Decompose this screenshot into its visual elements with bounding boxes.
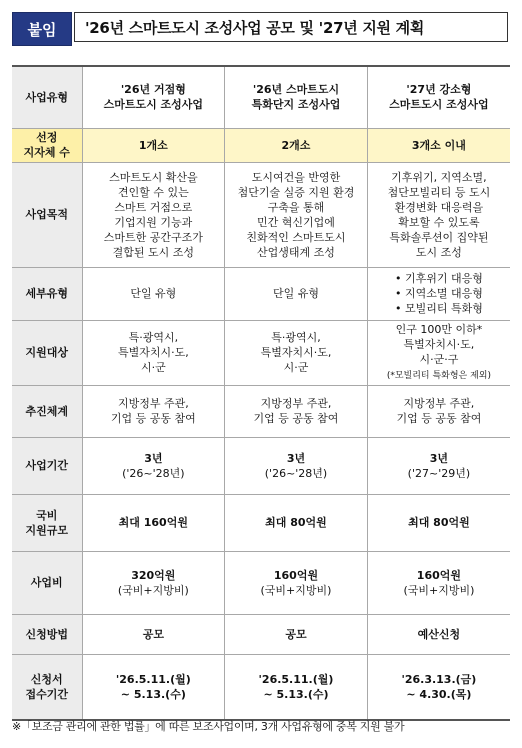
period-year: 3년 (144, 451, 163, 465)
cell-target-hub: 특·광역시, 특별자치시·도, 시·군 (82, 320, 225, 385)
table-row-purpose (12, 162, 510, 267)
subtype-list (395, 271, 483, 316)
period-range: ('27~'29년) (407, 466, 471, 480)
table-row-target (12, 320, 510, 385)
cell-deadline-small: '26.3.13.(금) ~ 4.30.(목) (367, 654, 510, 720)
cell-period-hub (82, 437, 225, 494)
row-header-method: 신청방법 (12, 614, 82, 654)
table-row-count (12, 128, 510, 162)
cell-support-special: 최대 80억원 (225, 494, 368, 551)
table-row-deadline (12, 654, 510, 720)
cell-type-hub: '26년 거점형 스마트도시 조성사업 (82, 66, 225, 128)
cell-purpose-special: 도시여건을 반영한 첨단기술 실증 지원 환경 구축을 통해 민간 혁신기업에 친화적인 스마트도시 산업생태계 조성 (225, 162, 368, 267)
cell-count-special: 2개소 (225, 128, 368, 162)
cell-type-special: '26년 스마트도시 특화단지 조성사업 (225, 66, 368, 128)
cell-period-special (225, 437, 368, 494)
cost-sub: (국비+지방비) (403, 583, 475, 597)
target-text: 인구 100만 이하* 특별자치시·도, 시·군·구 (395, 322, 483, 366)
row-header-period: 사업기간 (12, 437, 82, 494)
table-row-method (12, 614, 510, 654)
header (12, 12, 510, 46)
cell-subtype-special: 단일 유형 (225, 267, 368, 320)
cost-main: 160억원 (273, 568, 319, 582)
table-row-support (12, 494, 510, 551)
plan-table (12, 65, 510, 721)
period-range: ('26~'28년) (264, 466, 328, 480)
row-header-deadline: 신청서 접수기간 (12, 654, 82, 720)
subtype-item-region: • 지역소멸 대응형 (394, 287, 483, 300)
cell-method-special: 공모 (225, 614, 368, 654)
cell-system-special: 지방정부 주관, 기업 등 공동 참여 (225, 385, 368, 437)
cost-main: 320억원 (131, 568, 176, 582)
row-header-support: 국비 지원규모 (12, 494, 82, 551)
footnote: ※「보조금 관리에 관한 법률」에 따른 보조사업이며, 3개 사업유형에 중복 지원 불가 (12, 720, 405, 733)
row-header-subtype: 세부유형 (12, 267, 82, 320)
table-row-cost (12, 551, 510, 614)
row-header-system: 추진체계 (12, 385, 82, 437)
target-note: (*모빌리티 특화형은 제외) (386, 370, 491, 381)
row-header-type: 사업유형 (12, 66, 82, 128)
cell-target-special: 특·광역시, 특별자치시·도, 시·군 (225, 320, 368, 385)
table-row-type (12, 66, 510, 128)
cell-count-hub: 1개소 (82, 128, 225, 162)
cell-deadline-hub: '26.5.11.(월) ~ 5.13.(수) (82, 654, 225, 720)
cell-deadline-special: '26.5.11.(월) ~ 5.13.(수) (225, 654, 368, 720)
row-header-cost: 사업비 (12, 551, 82, 614)
cost-sub: (국비+지방비) (117, 583, 189, 597)
row-header-count: 선정 지자체 수 (12, 128, 82, 162)
page-title: '26년 스마트도시 조성사업 공모 및 '27년 지원 계획 (74, 12, 508, 42)
table-row-system (12, 385, 510, 437)
row-header-purpose: 사업목적 (12, 162, 82, 267)
period-year: 3년 (429, 451, 449, 465)
period-range: ('26~'28년) (122, 466, 185, 480)
cell-purpose-hub: 스마트도시 확산을 견인할 수 있는 스마트 거점으로 기업지원 기능과 스마트한 공간구조가 결합된 도시 조성 (82, 162, 225, 267)
cell-period-small (367, 437, 510, 494)
cell-cost-hub (82, 551, 225, 614)
subtype-item-climate: • 기후위기 대응형 (394, 272, 483, 285)
cell-count-small: 3개소 이내 (367, 128, 510, 162)
table-row-period (12, 437, 510, 494)
cell-system-hub: 지방정부 주관, 기업 등 공동 참여 (82, 385, 225, 437)
row-header-target: 지원대상 (12, 320, 82, 385)
cell-cost-small (367, 551, 510, 614)
cell-support-hub: 최대 160억원 (82, 494, 225, 551)
period-year: 3년 (286, 451, 306, 465)
cell-target-small (367, 320, 510, 385)
cell-subtype-hub: 단일 유형 (82, 267, 225, 320)
cell-purpose-small: 기후위기, 지역소멸, 첨단모빌리티 등 도시 환경변화 대응력을 확보할 수 있도록 특화솔루션이 집약된 도시 조성 (367, 162, 510, 267)
cell-support-small: 최대 80억원 (367, 494, 510, 551)
attachment-badge: 붙임 (12, 12, 72, 46)
cell-method-small: 예산신청 (367, 614, 510, 654)
cell-method-hub: 공모 (82, 614, 225, 654)
cell-cost-special (225, 551, 368, 614)
cost-sub: (국비+지방비) (260, 583, 332, 597)
cell-system-small: 지방정부 주관, 기업 등 공동 참여 (367, 385, 510, 437)
table-row-subtype (12, 267, 510, 320)
subtype-item-mobility: • 모빌리티 특화형 (394, 302, 483, 315)
cell-type-small: '27년 강소형 스마트도시 조성사업 (367, 66, 510, 128)
cost-main: 160억원 (416, 568, 462, 582)
cell-subtype-small (367, 267, 510, 320)
